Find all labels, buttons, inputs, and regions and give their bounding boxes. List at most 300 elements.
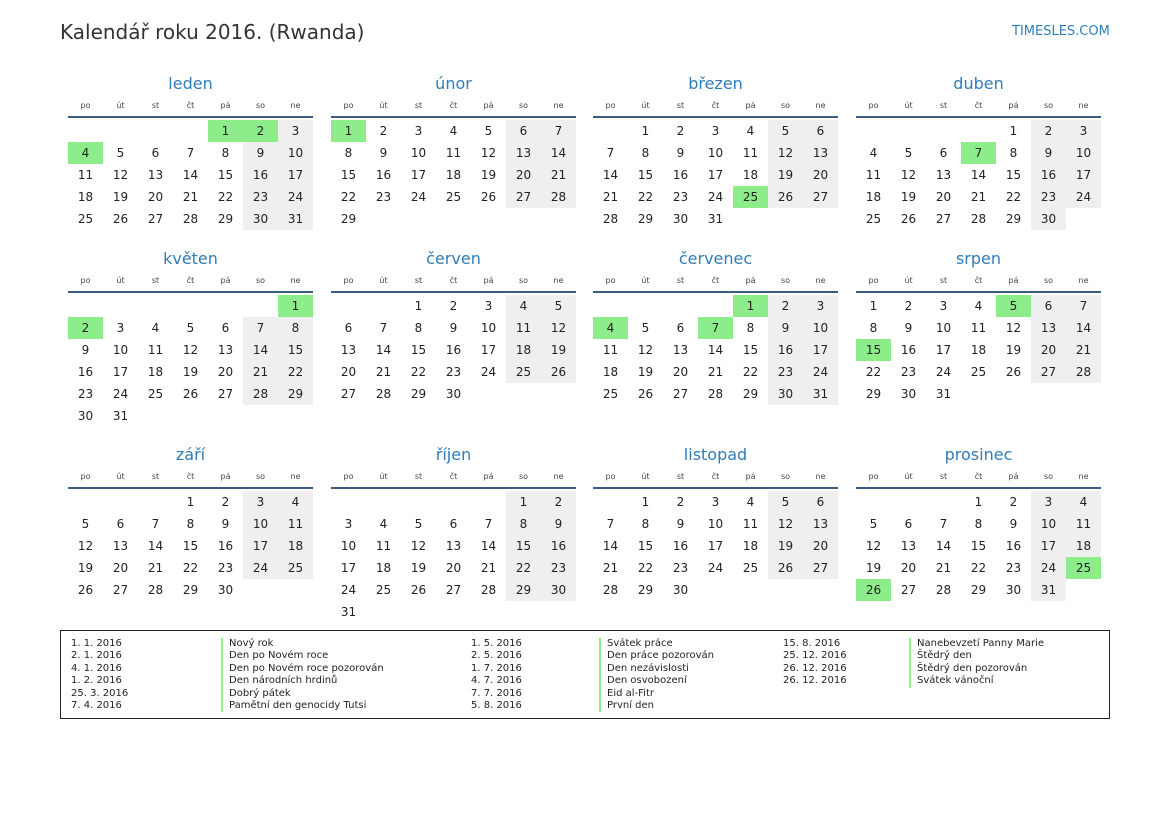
day-cell: 23: [217, 561, 234, 575]
month-name: květen: [163, 249, 218, 268]
header-rule: [856, 116, 1101, 118]
weekday-label: po: [868, 101, 879, 110]
legend-date-column: [783, 638, 847, 688]
day-cell: 22: [217, 190, 234, 204]
day-cell: 9: [449, 321, 458, 335]
day-cell: 23: [445, 365, 462, 379]
day-cell: 4: [1066, 491, 1101, 513]
weekday-label: st: [676, 101, 685, 110]
weekday-label: pá: [483, 276, 494, 285]
weekday-header: [68, 468, 313, 486]
empty-cell: [436, 491, 471, 513]
legend-date: 4. 1. 2016: [71, 662, 122, 674]
day-cell: 2: [379, 124, 388, 138]
day-cell: 10: [803, 317, 838, 339]
day-cell: 17: [243, 535, 278, 557]
legend-holiday-name: Svátek práce: [599, 638, 714, 650]
day-cell: 16: [1005, 539, 1022, 553]
day-cell: 24: [803, 361, 838, 383]
day-cell: 9: [904, 321, 913, 335]
weekday-label: st: [939, 101, 948, 110]
header-rule: [331, 487, 576, 489]
day-cell: 9: [768, 317, 803, 339]
day-cell: 5: [484, 124, 493, 138]
day-cell: 19: [182, 365, 199, 379]
weekday-label: st: [414, 101, 423, 110]
legend-holiday-name: Den národních hrdinů: [221, 675, 384, 687]
day-grid: [856, 295, 1101, 405]
day-cell: 27: [1031, 361, 1066, 383]
empty-cell: [103, 120, 138, 142]
weekday-label: pá: [1008, 101, 1019, 110]
day-cell: 11: [865, 168, 882, 182]
weekday-label: út: [379, 472, 388, 481]
day-grid: [331, 120, 576, 230]
header-rule: [331, 116, 576, 118]
day-cell: 18: [278, 535, 313, 557]
weekday-label: út: [379, 276, 388, 285]
weekday-label: po: [80, 101, 91, 110]
day-cell: 31: [935, 387, 952, 401]
day-cell: 23: [768, 361, 803, 383]
weekday-label: ne: [1078, 472, 1089, 481]
day-cell: 15: [217, 168, 234, 182]
day-cell: 13: [803, 142, 838, 164]
legend-name-column: [599, 638, 714, 712]
weekday-label: so: [780, 101, 791, 110]
day-cell: 3: [116, 321, 125, 335]
header-rule: [856, 487, 1101, 489]
day-cell: 6: [1031, 295, 1066, 317]
weekday-header: [331, 468, 576, 486]
day-cell: 6: [449, 517, 458, 531]
day-cell: 19: [480, 168, 497, 182]
day-cell: 16: [1031, 164, 1066, 186]
weekday-header: [331, 272, 576, 290]
day-cell: 30: [445, 387, 462, 401]
weekday-header: [593, 272, 838, 290]
day-cell: 5: [768, 120, 803, 142]
day-cell: 15: [278, 339, 313, 361]
weekday-label: út: [116, 276, 125, 285]
day-cell: 10: [410, 146, 427, 160]
day-cell: 9: [541, 513, 576, 535]
day-cell: 3: [484, 299, 493, 313]
day-cell: 21: [707, 365, 724, 379]
weekday-label: so: [255, 276, 266, 285]
weekday-label: st: [676, 472, 685, 481]
day-cell: 20: [803, 535, 838, 557]
day-cell: 21: [147, 561, 164, 575]
legend-holiday-name: Den nezávislosti: [599, 663, 714, 675]
empty-cell: [243, 295, 278, 317]
empty-cell: [891, 491, 926, 513]
day-cell: 28: [182, 212, 199, 226]
day-cell: 20: [1031, 339, 1066, 361]
day-cell: 25: [602, 387, 619, 401]
holiday-cell: 25: [1066, 557, 1101, 579]
day-cell: 22: [410, 365, 427, 379]
day-cell: 21: [935, 561, 952, 575]
day-cell: 3: [711, 124, 720, 138]
weekday-label: so: [518, 472, 529, 481]
weekday-header: [68, 272, 313, 290]
holiday-cell: 1: [733, 295, 768, 317]
day-cell: 3: [1031, 491, 1066, 513]
header-rule: [68, 487, 313, 489]
weekday-label: čt: [186, 472, 195, 481]
weekday-label: so: [1043, 101, 1054, 110]
month-name: srpen: [955, 249, 1002, 268]
day-cell: 22: [506, 557, 541, 579]
day-cell: 27: [900, 583, 917, 597]
weekday-label: po: [868, 276, 879, 285]
legend-name-column: [909, 638, 1044, 688]
day-cell: 3: [414, 124, 423, 138]
day-cell: 18: [506, 339, 541, 361]
day-cell: 31: [112, 409, 129, 423]
day-cell: 24: [278, 186, 313, 208]
day-cell: 17: [410, 168, 427, 182]
day-cell: 1: [414, 299, 423, 313]
empty-cell: [926, 120, 961, 142]
weekday-label: st: [151, 276, 160, 285]
day-cell: 5: [116, 146, 125, 160]
month-name: červenec: [678, 249, 753, 268]
day-cell: 31: [340, 605, 357, 619]
weekday-label: pá: [483, 101, 494, 110]
day-cell: 29: [278, 383, 313, 405]
legend-date: 25. 3. 2016: [71, 687, 129, 699]
empty-cell: [891, 120, 926, 142]
day-cell: 18: [77, 190, 94, 204]
empty-cell: [366, 491, 401, 513]
empty-cell: [173, 295, 208, 317]
day-cell: 10: [480, 321, 497, 335]
day-cell: 21: [541, 164, 576, 186]
day-cell: 20: [900, 561, 917, 575]
day-cell: 29: [217, 212, 234, 226]
weekday-label: pá: [745, 472, 756, 481]
weekday-label: út: [379, 101, 388, 110]
weekday-label: pá: [220, 101, 231, 110]
day-cell: 14: [602, 539, 619, 553]
day-cell: 14: [707, 343, 724, 357]
day-cell: 18: [147, 365, 164, 379]
day-cell: 2: [676, 495, 685, 509]
brand-link[interactable]: TIMESLES.COM: [1012, 24, 1110, 39]
day-cell: 18: [742, 539, 759, 553]
day-cell: 16: [541, 535, 576, 557]
legend-date: 1. 2. 2016: [71, 675, 122, 687]
day-grid: [856, 491, 1101, 601]
legend-date: 2. 5. 2016: [471, 650, 522, 662]
header-rule: [593, 487, 838, 489]
weekday-header: [331, 97, 576, 115]
day-cell: 14: [935, 539, 952, 553]
day-cell: 26: [77, 583, 94, 597]
day-cell: 18: [970, 343, 987, 357]
day-cell: 13: [112, 539, 129, 553]
weekday-label: ne: [815, 101, 826, 110]
day-grid: [68, 491, 313, 601]
day-cell: 15: [970, 539, 987, 553]
day-cell: 6: [116, 517, 125, 531]
month-name: listopad: [683, 445, 748, 464]
day-cell: 2: [768, 295, 803, 317]
month-0: [68, 74, 313, 230]
day-cell: 6: [939, 146, 948, 160]
day-cell: 25: [375, 583, 392, 597]
day-cell: 27: [672, 387, 689, 401]
day-cell: 4: [746, 495, 755, 509]
day-cell: 28: [935, 583, 952, 597]
legend-date: 2. 1. 2016: [71, 650, 122, 662]
weekday-label: so: [1043, 472, 1054, 481]
day-cell: 11: [147, 343, 164, 357]
header-rule: [331, 291, 576, 293]
day-cell: 1: [186, 495, 195, 509]
day-cell: 29: [742, 387, 759, 401]
legend-date: 7. 4. 2016: [71, 700, 122, 712]
day-cell: 3: [278, 120, 313, 142]
day-cell: 29: [340, 212, 357, 226]
header-rule: [68, 291, 313, 293]
legend-date: 7. 7. 2016: [471, 687, 522, 699]
empty-cell: [138, 491, 173, 513]
day-cell: 12: [410, 539, 427, 553]
day-cell: 14: [541, 142, 576, 164]
day-cell: 28: [970, 212, 987, 226]
weekday-label: st: [151, 472, 160, 481]
day-cell: 25: [278, 557, 313, 579]
day-cell: 18: [742, 168, 759, 182]
day-cell: 29: [506, 579, 541, 601]
day-cell: 7: [606, 517, 615, 531]
day-cell: 16: [900, 343, 917, 357]
legend-date: 26. 12. 2016: [783, 675, 847, 687]
day-cell: 4: [278, 491, 313, 513]
day-cell: 12: [182, 343, 199, 357]
day-cell: 6: [506, 120, 541, 142]
day-cell: 16: [77, 365, 94, 379]
day-cell: 22: [340, 190, 357, 204]
weekday-label: ne: [815, 276, 826, 285]
empty-cell: [401, 491, 436, 513]
header-rule: [68, 116, 313, 118]
weekday-label: pá: [483, 472, 494, 481]
weekday-label: po: [80, 472, 91, 481]
day-cell: 2: [904, 299, 913, 313]
day-cell: 18: [865, 190, 882, 204]
day-cell: 7: [151, 517, 160, 531]
day-cell: 26: [1005, 365, 1022, 379]
day-cell: 30: [77, 409, 94, 423]
day-cell: 21: [375, 365, 392, 379]
legend-holiday-name: Dobrý pátek: [221, 688, 384, 700]
weekday-label: ne: [815, 472, 826, 481]
day-cell: 4: [151, 321, 160, 335]
day-cell: 1: [869, 299, 878, 313]
day-cell: 12: [112, 168, 129, 182]
empty-cell: [366, 295, 401, 317]
legend-holiday-name: První den: [599, 700, 714, 712]
weekday-label: čt: [449, 276, 458, 285]
day-cell: 26: [768, 186, 803, 208]
day-cell: 23: [672, 561, 689, 575]
day-cell: 27: [803, 557, 838, 579]
day-cell: 9: [1009, 517, 1018, 531]
day-cell: 3: [711, 495, 720, 509]
day-cell: 8: [278, 317, 313, 339]
day-grid: [856, 120, 1101, 230]
day-cell: 29: [637, 583, 654, 597]
day-cell: 15: [182, 539, 199, 553]
day-cell: 4: [449, 124, 458, 138]
day-cell: 25: [445, 190, 462, 204]
day-cell: 7: [541, 120, 576, 142]
legend-holiday-name: Den osvobození: [599, 675, 714, 687]
day-cell: 25: [147, 387, 164, 401]
day-cell: 9: [1031, 142, 1066, 164]
empty-cell: [593, 120, 628, 142]
day-cell: 22: [742, 365, 759, 379]
weekday-label: čt: [186, 101, 195, 110]
empty-cell: [138, 120, 173, 142]
weekday-header: [856, 468, 1101, 486]
day-cell: 25: [865, 212, 882, 226]
day-cell: 30: [217, 583, 234, 597]
empty-cell: [856, 491, 891, 513]
weekday-label: so: [518, 276, 529, 285]
day-cell: 15: [637, 539, 654, 553]
day-cell: 28: [602, 583, 619, 597]
empty-cell: [331, 295, 366, 317]
holiday-cell: 4: [593, 317, 628, 339]
weekday-label: po: [343, 101, 354, 110]
weekday-label: so: [780, 472, 791, 481]
day-cell: 30: [672, 212, 689, 226]
weekday-label: po: [343, 472, 354, 481]
day-cell: 17: [278, 164, 313, 186]
day-cell: 24: [1031, 557, 1066, 579]
day-cell: 21: [480, 561, 497, 575]
weekday-header: [856, 97, 1101, 115]
day-cell: 13: [900, 539, 917, 553]
day-cell: 26: [768, 557, 803, 579]
day-cell: 2: [449, 299, 458, 313]
day-cell: 13: [1031, 317, 1066, 339]
day-cell: 24: [480, 365, 497, 379]
day-cell: 14: [243, 339, 278, 361]
empty-cell: [103, 295, 138, 317]
day-cell: 16: [768, 339, 803, 361]
day-cell: 8: [506, 513, 541, 535]
day-cell: 28: [375, 387, 392, 401]
day-cell: 6: [803, 120, 838, 142]
holiday-legend: [60, 630, 1110, 719]
weekday-label: ne: [553, 472, 564, 481]
day-cell: 23: [1031, 186, 1066, 208]
day-cell: 11: [445, 146, 462, 160]
holiday-cell: 15: [856, 339, 891, 361]
day-cell: 23: [672, 190, 689, 204]
weekday-label: út: [641, 101, 650, 110]
day-cell: 29: [637, 212, 654, 226]
day-cell: 15: [742, 343, 759, 357]
day-cell: 3: [1066, 120, 1101, 142]
day-cell: 19: [77, 561, 94, 575]
day-cell: 13: [506, 142, 541, 164]
day-cell: 11: [375, 539, 392, 553]
day-cell: 26: [541, 361, 576, 383]
empty-cell: [628, 295, 663, 317]
day-cell: 23: [375, 190, 392, 204]
day-cell: 15: [340, 168, 357, 182]
month-1: [331, 74, 576, 230]
weekday-label: čt: [449, 472, 458, 481]
day-cell: 6: [803, 491, 838, 513]
day-cell: 7: [484, 517, 493, 531]
legend-holiday-name: Den po Novém roce: [221, 650, 384, 662]
weekday-label: so: [255, 101, 266, 110]
day-cell: 12: [900, 168, 917, 182]
weekday-label: pá: [1008, 276, 1019, 285]
weekday-label: so: [1043, 276, 1054, 285]
day-cell: 5: [904, 146, 913, 160]
weekday-label: pá: [1008, 472, 1019, 481]
day-cell: 19: [637, 365, 654, 379]
day-cell: 24: [243, 557, 278, 579]
day-cell: 10: [112, 343, 129, 357]
day-cell: 13: [340, 343, 357, 357]
day-cell: 4: [869, 146, 878, 160]
month-name: červen: [426, 249, 481, 268]
day-cell: 8: [344, 146, 353, 160]
month-name: leden: [168, 74, 213, 93]
month-name: únor: [435, 74, 472, 93]
day-cell: 8: [641, 146, 650, 160]
day-cell: 18: [445, 168, 462, 182]
day-cell: 13: [803, 513, 838, 535]
empty-cell: [926, 491, 961, 513]
day-cell: 14: [970, 168, 987, 182]
day-cell: 21: [243, 361, 278, 383]
weekday-label: út: [116, 472, 125, 481]
day-cell: 31: [707, 212, 724, 226]
header-rule: [593, 116, 838, 118]
day-cell: 11: [602, 343, 619, 357]
day-cell: 29: [1005, 212, 1022, 226]
holiday-cell: 1: [331, 120, 366, 142]
day-cell: 17: [340, 561, 357, 575]
day-cell: 2: [1031, 120, 1066, 142]
header-rule: [593, 291, 838, 293]
legend-holiday-name: Štědrý den: [909, 650, 1044, 662]
day-cell: 10: [278, 142, 313, 164]
day-cell: 3: [243, 491, 278, 513]
day-cell: 22: [1005, 190, 1022, 204]
legend-holiday-name: Den po Novém roce pozorován: [221, 663, 384, 675]
day-cell: 28: [147, 583, 164, 597]
weekday-label: st: [676, 276, 685, 285]
day-cell: 3: [939, 299, 948, 313]
day-cell: 31: [803, 383, 838, 405]
day-cell: 14: [375, 343, 392, 357]
month-2: [593, 74, 838, 230]
day-cell: 28: [480, 583, 497, 597]
empty-cell: [173, 120, 208, 142]
